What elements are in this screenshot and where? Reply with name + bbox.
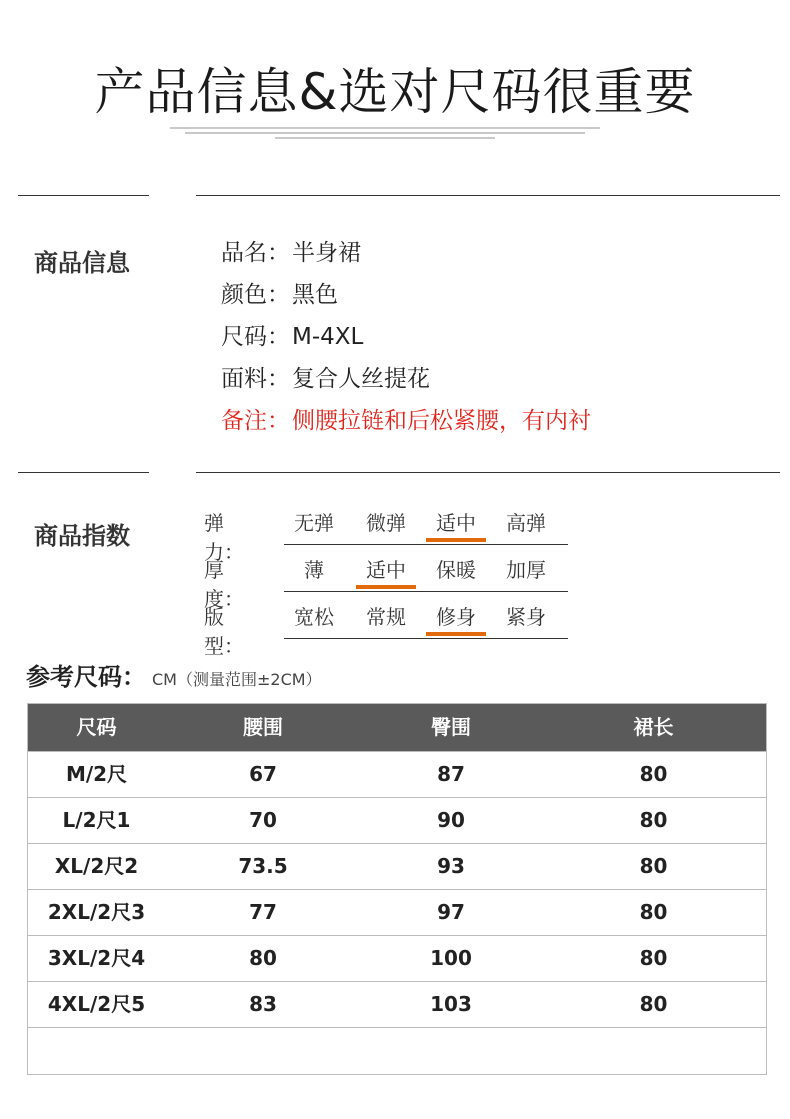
table-row bbox=[28, 751, 766, 797]
info-row-color bbox=[221, 278, 591, 320]
info-key: 品名： bbox=[221, 240, 290, 266]
table-cell: 73.5 bbox=[238, 854, 288, 878]
table-cell: 80 bbox=[639, 762, 668, 786]
info-row-note bbox=[221, 404, 591, 446]
product-info-list bbox=[221, 236, 591, 446]
info-row-size bbox=[221, 320, 591, 362]
divider bbox=[18, 472, 149, 473]
table-row bbox=[28, 797, 766, 843]
column-header: 腰围 bbox=[243, 715, 283, 739]
index-option: 保暖 bbox=[436, 558, 476, 582]
table-cell: 87 bbox=[437, 762, 465, 786]
info-row-name bbox=[221, 236, 591, 278]
info-value: M-4XL bbox=[292, 324, 364, 350]
size-reference-title: 参考尺码： bbox=[26, 663, 146, 691]
size-table bbox=[27, 703, 767, 1075]
index-option: 高弹 bbox=[506, 511, 546, 535]
table-cell: XL/2尺2 bbox=[54, 854, 139, 878]
index-option: 无弹 bbox=[294, 511, 334, 535]
table-cell: 80 bbox=[639, 946, 668, 970]
table-cell: 77 bbox=[249, 900, 277, 924]
table-cell: 103 bbox=[430, 992, 472, 1016]
product-index-label: 商品指数 bbox=[34, 522, 130, 550]
column-header: 裙长 bbox=[633, 715, 674, 739]
table-header bbox=[28, 704, 766, 751]
info-value: 复合人丝提花 bbox=[292, 366, 430, 392]
info-value: 黑色 bbox=[292, 282, 338, 308]
index-label: 弹力： bbox=[204, 511, 244, 564]
table-cell: 67 bbox=[249, 762, 277, 786]
size-reference-note: CM（测量范围±2CM） bbox=[152, 670, 322, 689]
index-options bbox=[284, 547, 568, 592]
index-option-selected: 修身 bbox=[426, 601, 486, 630]
index-option: 紧身 bbox=[506, 605, 546, 629]
table-cell: 80 bbox=[639, 808, 668, 832]
page-title: 产品信息&选对尺码很重要 bbox=[94, 63, 696, 121]
index-label: 厚度： bbox=[204, 558, 244, 611]
divider bbox=[18, 195, 149, 196]
column-header: 臀围 bbox=[431, 715, 471, 739]
table-cell: 4XL/2尺5 bbox=[47, 992, 146, 1016]
info-key: 颜色： bbox=[221, 282, 290, 308]
product-info-label: 商品信息 bbox=[34, 249, 130, 277]
index-option: 加厚 bbox=[506, 558, 546, 582]
index-option: 宽松 bbox=[294, 605, 334, 629]
decorative-fine-print bbox=[170, 127, 600, 142]
table-cell: M/2尺 bbox=[65, 762, 128, 786]
index-options bbox=[284, 594, 568, 639]
size-reference-heading bbox=[26, 657, 322, 692]
table-cell: 80 bbox=[639, 854, 668, 878]
table-row-empty bbox=[28, 1027, 766, 1074]
index-option: 常规 bbox=[366, 605, 406, 629]
table-cell: 80 bbox=[249, 946, 277, 970]
table-cell: 70 bbox=[249, 808, 277, 832]
table-row bbox=[28, 889, 766, 935]
info-key: 备注： bbox=[221, 408, 290, 434]
index-option: 微弹 bbox=[366, 511, 406, 535]
table-row bbox=[28, 843, 766, 889]
table-cell: 80 bbox=[639, 900, 668, 924]
info-key: 尺码： bbox=[221, 324, 290, 350]
index-options bbox=[284, 500, 568, 545]
table-row bbox=[28, 935, 766, 981]
info-value: 半身裙 bbox=[292, 240, 361, 266]
divider bbox=[196, 472, 780, 473]
index-option-selected: 适中 bbox=[426, 507, 486, 536]
table-cell: 80 bbox=[639, 992, 668, 1016]
table-cell: 97 bbox=[437, 900, 465, 924]
info-key: 面料： bbox=[221, 366, 290, 392]
info-row-fabric bbox=[221, 362, 591, 404]
table-cell: 2XL/2尺3 bbox=[47, 900, 146, 924]
table-cell: 100 bbox=[430, 946, 472, 970]
table-cell: 93 bbox=[437, 854, 465, 878]
column-header: 尺码 bbox=[76, 715, 117, 739]
info-value: 侧腰拉链和后松紧腰，有内衬 bbox=[292, 408, 591, 434]
index-option-selected: 适中 bbox=[356, 554, 416, 583]
index-label: 版型： bbox=[204, 605, 244, 658]
table-cell: 90 bbox=[437, 808, 465, 832]
table-cell: L/2尺1 bbox=[62, 808, 131, 832]
table-row bbox=[28, 981, 766, 1027]
divider bbox=[196, 195, 780, 196]
index-option: 薄 bbox=[304, 558, 324, 582]
table-cell: 83 bbox=[249, 992, 277, 1016]
table-cell: 3XL/2尺4 bbox=[47, 946, 146, 970]
